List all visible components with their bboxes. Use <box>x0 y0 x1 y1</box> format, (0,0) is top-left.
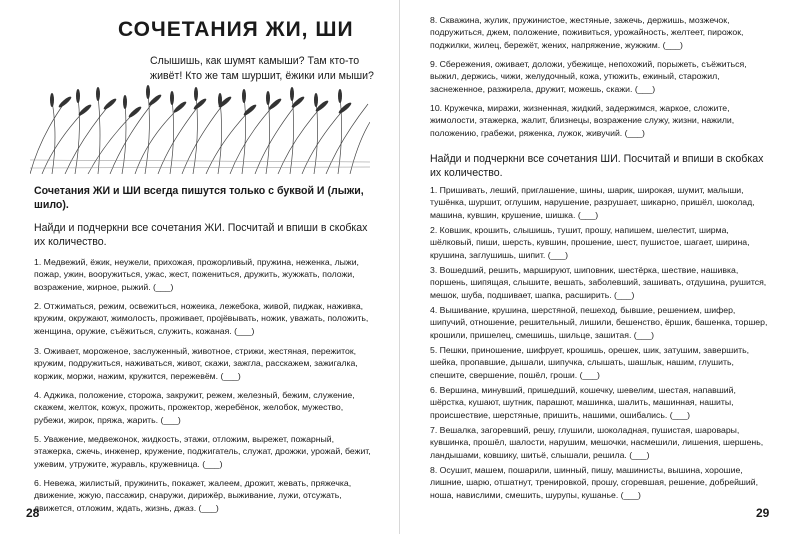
exercise-item: 1. Медвежий, ёжик, неужели, прихожая, прожорливый, пружина, неженка, лыжи, пожар, ужин, вооружиться, ужас, жест, пожениться, дружить, жужжать, положи, возражение, жирное, рыжий. (___) <box>34 257 359 292</box>
exercise-item: 4. Аджика, положение, сторожа, закружит, режем, железный, бежим, служение, скажем, желток, кожух, прожить, прожектор, жеребёнок, желобок, мужество, рубежи, жирок, пряжа, жарить. (___) <box>34 390 355 425</box>
exercise-item: 8. Скважина, жулик, пружинистое, жестяные, зажечь, держишь, мозжечок, подружиться, джем, положение, поживиться, урожайность, желтеет, пирожок, поджилки, жилец, бережёт, жених, напряжение, жужжим. (___) <box>430 15 744 50</box>
exercise-item: 2. Отжиматься, режим, освежиться, ножеика, лежебока, живой, пиджак, наживка, кружим, окружают, жимолость, проживает, пројёвывать, ножик, уважать, положить, женщина, оружие, съёжиться, служить, кожаная. (___) <box>34 301 369 336</box>
rule-text: Сочетания ЖИ и ШИ всегда пишутся только с буквой И (лыжи, шило). <box>34 185 364 211</box>
task-instruction: Найди и подчеркни все сочетания ШИ. Посчитай и впиши в скобках их количество. <box>430 153 764 179</box>
page-number: 28 <box>26 506 40 520</box>
exercise-item: 4. Вышивание, крушина, шерстяной, пешеход, бывшие, решением, шифер, шипучий, отношение, решительный, лишили, бешенство, ёршик, башенка, торшер, крошили, пришелец, смешишь, шильце, зашитая. (___) <box>430 305 768 340</box>
page-title: СОЧЕТАНИЯ ЖИ, ШИ <box>118 18 354 41</box>
exercise-item: 7. Вешалка, загоревший, решу, глушили, шоколадная, пушистая, шаровары, кувшинка, прошёл, шалости, нарушим, мешочки, насмешили, лишения, шершень, ландышами, ковшику, шитьё, слышали, решила. (___) <box>430 425 764 460</box>
exercise-item: 3. Вошедший, решить, маршируют, шиповник, шестёрка, шествие, нашивка, поршень, шипящая, слышите, вешать, заболевший, зашивать, отдушина, рушится, мешок, шуба, подшивает, шапка, расширить. (___) <box>430 265 767 300</box>
exercise-item: 10. Кружечка, миражи, жизненная, жидкий, задержимся, жаркое, сложите, жимолости, этажерка, жалит, близнецы, возражение служу, жизни, нажили, положению, грабежи, ряженка, лужок, живучий. (___) <box>430 103 735 138</box>
exercise-item: 6. Невежа, жилистый, пружинить, покажет, жалеем, дрожит, жевать, пряжечка, движение, жжую, пассажир, снаружи, дирижёр, выживание, лужи, отсужать, движется, отложим, ждать, жизнь, джаз. (___) <box>34 478 352 513</box>
exercise-item: 8. Осушит, машем, пошарили, шинный, пишу, машинисты, вышина, хорошие, лишние, шарю, отшатнут, тренирoвкой, прошу, сгоревшая, решение, добрейший, ноша, навислими, смешить, шурупы, кушанье. (___) <box>430 465 759 500</box>
page-number: 29 <box>756 506 770 520</box>
exercise-item: 1. Пришивать, леший, приглашение, шины, шарик, широкая, шумит, малыши, тушёнка, шуршит, оглушим, нарушение, разрушает, шикарно, пришёл, шоколад, машина, кувшин, крушение, шишка. (___) <box>430 185 755 220</box>
reed-grass-illustration <box>30 82 370 174</box>
task-instruction: Найди и подчеркни все сочетания ЖИ. Посчитай и впиши в скобках их количество. <box>34 222 368 248</box>
exercise-item: 3. Оживает, мороженое, заслуженный, животное, стрижи, жестяная, пережиток, кружим, подружиться, наживаться, живот, скажи, зажгла, расскажем, зажигалка, коржик, моржи, нажим, кружится, пережевём. (___) <box>34 346 358 381</box>
exercise-item: 5. Уважение, медвежонок, жидкость, этажи, отложим, вырежет, пожарный, этажерка, сжечь, инженер, кружение, поджигатель, служат, дрожжи, урожай, бежит, ужевим, утружите, журавль, кружевница. (___) <box>34 434 371 469</box>
exercise-item: 9. Сбережения, оживает, доложи, убежище, непохожий, порыжеть, съёжиться, выжил, держись, чижи, желудочный, кожа, утюжить, ежиный, старожил, заснеженное, разжирела, дружит, можешь, скажи. (___) <box>430 59 747 94</box>
exercise-item: 6. Вершина, минувший, пришедший, кошечку, шевелим, шестая, напавший, шёрстка, кушают, шутник, парашют, машинка, шалить, машинная, нашиты, происшествие, шерстяные, пришить, нашими, ошибались. (___) <box>430 385 736 420</box>
exercise-item: 5. Пешки, приношение, шифрует, крошишь, орешек, шик, затушим, завершить, шейка, пропавшие, дышали, шипучка, слышать, шашлык, нашим, глушить, спешите, свершение, пошёл, гроши. (___) <box>430 345 750 380</box>
intro-text: Слышишь, как шумят камыши? Там кто-то живёт! Кто же там шуршит, ёжики или мыши? <box>150 55 374 82</box>
right-page <box>400 0 800 534</box>
exercise-item: 2. Ковшик, крошить, слышишь, тушит, прошу, напишем, шелестит, ширма, шёлковый, пиши, шерсть, кувшин, прошение, шест, пушистое, шагает, ширина, крушина, заглушишь, шипит. (___) <box>430 225 750 260</box>
